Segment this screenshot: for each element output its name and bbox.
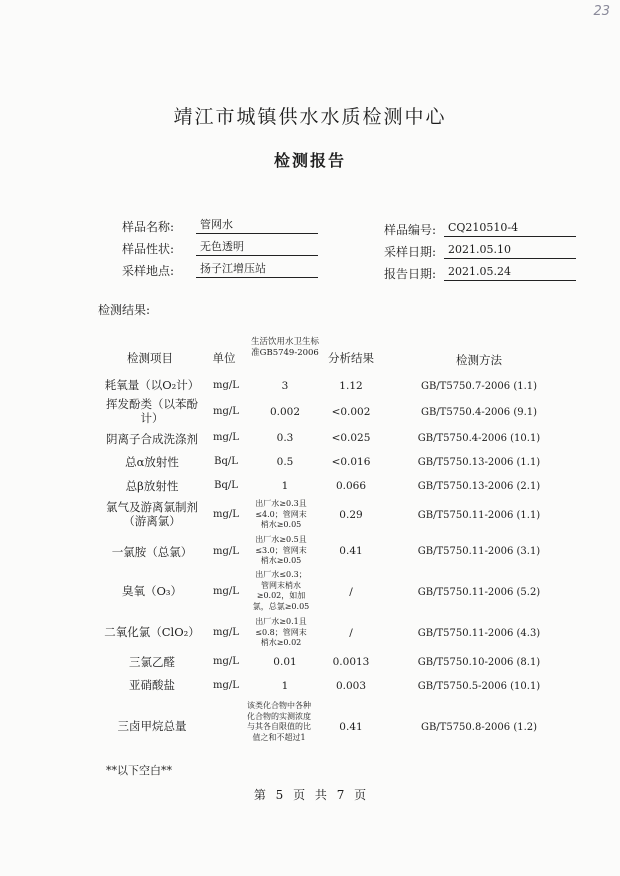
header-standard: 生活饮用水卫生标准GB5749-2006 — [250, 337, 319, 358]
row-unit: mg/L — [213, 586, 239, 597]
row-result: 0.41 — [339, 721, 363, 733]
page-number-footer: 第 5 页 共 7 页 — [253, 788, 367, 802]
row-standard: 1 — [281, 680, 289, 692]
row-unit: mg/L — [213, 627, 239, 638]
row-method: GB/T5750.5-2006 (10.1) — [417, 681, 541, 692]
header-unit: 单位 — [212, 351, 236, 365]
row-standard: 该类化合物中各种化合物的实测浓度与其各自限值的比值之和不超过1 — [247, 701, 311, 742]
row-item: 臭氧（O₃） — [121, 584, 183, 598]
row-method: GB/T5750.11-2006 (5.2) — [417, 587, 541, 598]
row-result: 0.003 — [335, 680, 367, 692]
sampling-date-label: 采样日期: — [383, 245, 436, 259]
row-standard: 出厂水≥0.5且≤3.0；管网末梢水≥0.05 — [255, 535, 307, 565]
row-result: <0.016 — [331, 456, 371, 468]
row-unit: mg/L — [213, 432, 239, 443]
sample-id-value: CQ210510-4 — [444, 220, 576, 237]
row-method: GB/T5750.8-2006 (1.2) — [420, 722, 538, 733]
row-unit: mg/L — [213, 380, 239, 391]
row-item: 三氯乙醛 — [129, 655, 175, 669]
sampling-location-label: 采样地点: — [121, 264, 174, 278]
row-method: GB/T5750.11-2006 (1.1) — [417, 510, 541, 521]
row-item: 一氯胺（总氯） — [111, 545, 193, 559]
row-unit: mg/L — [213, 546, 239, 557]
report-date-value: 2021.05.24 — [444, 264, 576, 281]
row-standard: 出厂水≥0.1且≤0.8；管网末梢水≥0.02 — [255, 617, 307, 647]
row-result: 1.12 — [339, 380, 363, 392]
sampling-date-value: 2021.05.10 — [444, 242, 576, 259]
row-method: GB/T5750.13-2006 (2.1) — [417, 481, 541, 492]
row-unit: Bq/L — [214, 480, 238, 491]
row-item: 耗氧量（以O₂计） — [104, 378, 200, 392]
row-unit: mg/L — [213, 406, 239, 417]
row-item: 阴离子合成洗涤剂 — [106, 432, 198, 446]
row-result: <0.025 — [331, 432, 371, 444]
end-of-data-mark: **以下空白** — [106, 764, 172, 777]
row-standard: 出厂水≤0.3；管网末梢水≥0.02，如加氯，总氯≥0.05 — [252, 570, 310, 611]
row-standard: 出厂水≥0.3且≤4.0；管网末梢水≥0.05 — [255, 499, 307, 529]
row-item: 二氧化氯（ClO₂） — [104, 625, 200, 639]
report-date-label: 报告日期: — [383, 267, 436, 281]
row-standard: 0.5 — [276, 456, 294, 468]
sample-id-label: 样品编号: — [383, 223, 436, 237]
sampling-location-value: 扬子江增压站 — [196, 261, 318, 278]
header-method: 检测方法 — [456, 353, 502, 367]
sample-nature-label: 样品性状: — [121, 242, 174, 256]
row-method: GB/T5750.11-2006 (3.1) — [417, 546, 541, 557]
row-unit: mg/L — [213, 509, 239, 520]
row-method: GB/T5750.7-2006 (1.1) — [420, 381, 538, 392]
row-standard: 3 — [281, 380, 289, 392]
row-item: 挥发酚类（以苯酚计） — [106, 397, 198, 425]
row-item: 三卤甲烷总量 — [117, 719, 187, 733]
row-result: 0.066 — [335, 480, 367, 492]
row-unit: mg/L — [213, 680, 239, 691]
header-item: 检测项目 — [127, 351, 173, 365]
results-label: 检测结果: — [98, 303, 151, 317]
row-item: 总β放射性 — [125, 479, 179, 493]
row-standard: 0.01 — [273, 656, 297, 668]
row-result: / — [349, 586, 353, 598]
row-result: / — [349, 627, 353, 639]
sample-name-label: 样品名称: — [121, 220, 174, 234]
row-result: 0.29 — [339, 509, 363, 521]
row-standard: 0.3 — [276, 432, 294, 444]
handwritten-page-mark: 23 — [593, 4, 610, 19]
header-result: 分析结果 — [328, 351, 374, 365]
row-unit: mg/L — [213, 656, 239, 667]
row-unit: Bq/L — [214, 456, 238, 467]
row-item: 氯气及游离氯制剂（游离氯） — [106, 500, 198, 528]
row-method: GB/T5750.4-2006 (10.1) — [417, 433, 541, 444]
organization-title: 靖江市城镇供水水质检测中心 — [173, 106, 447, 128]
sample-name-value: 管网水 — [196, 217, 318, 234]
row-method: GB/T5750.13-2006 (1.1) — [417, 457, 541, 468]
row-item: 总α放射性 — [125, 455, 179, 469]
row-result: 0.0013 — [332, 656, 370, 668]
report-title: 检测报告 — [273, 151, 346, 170]
sample-nature-value: 无色透明 — [196, 239, 318, 256]
row-result: 0.41 — [339, 545, 363, 557]
row-method: GB/T5750.10-2006 (8.1) — [417, 657, 541, 668]
row-result: <0.002 — [331, 406, 371, 418]
row-item: 亚硝酸盐 — [129, 678, 175, 692]
row-standard: 0.002 — [269, 406, 301, 418]
row-standard: 1 — [281, 480, 289, 492]
row-method: GB/T5750.4-2006 (9.1) — [420, 407, 538, 418]
row-method: GB/T5750.11-2006 (4.3) — [417, 628, 541, 639]
